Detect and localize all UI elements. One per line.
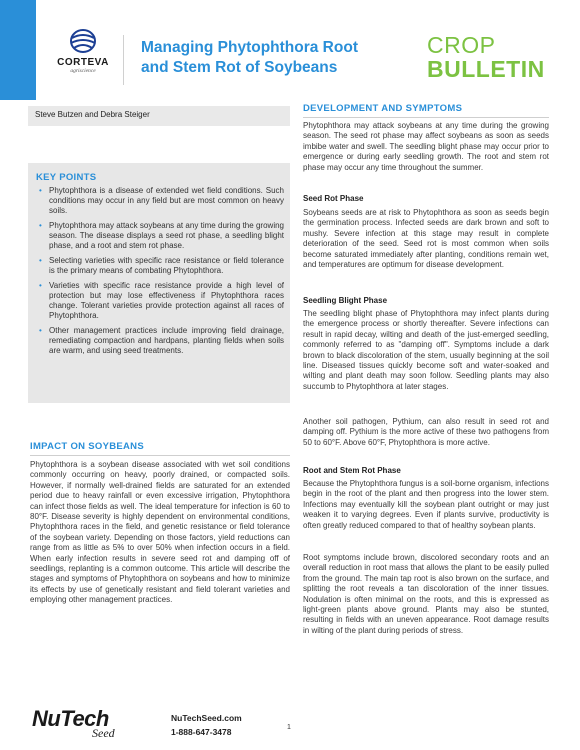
page-number: 1 [287,724,291,731]
key-point-item [38,221,284,251]
nutech-seed-wordmark: Seed [92,726,115,740]
bullet-icon: • [39,326,42,335]
key-point-item [38,326,284,356]
key-point-text: Other management practices include improving field drainage, remediating compaction and hardpans, planting fields when soils are warm, and using seed treatments. [49,326,284,355]
bullet-icon: • [39,186,42,195]
title-line-2: and Stem Rot of Soybeans [141,59,338,76]
key-point-item [38,256,284,276]
bullet-icon: • [39,281,42,290]
document-title [141,38,401,78]
key-point-text: Phytophthora is a disease of extended wet field conditions. Such conditions may occur in any field but are most common on heavy soils. [49,186,284,215]
seedling-blight-body: The seedling blight phase of Phytophthora may infect plants during the emergence process or shortly thereafter. Severe infections can result in rapid decay, wilting and death of the just-emerged seedling, commonly referred to as "damping off". Symptoms include a dark brown to black discoloration of the stem, usually beginning at the soil line. Diseased tissues quickly become soft and water-soaked and wilting and plant death may soon follow. Seedling plants may also succumb to Phytophthora at later stages. [303,309,549,391]
nutech-logo [32,706,115,740]
header-accent-bar [0,0,36,100]
authors: Steve Butzen and Debra Steiger [35,110,150,119]
footer-website[interactable]: NuTechSeed.com [171,713,242,723]
bullet-icon: • [39,221,42,230]
pythium-body: Another soil pathogen, Pythium, can also result in seed rot and damping off. Pythium is the more active of these two pathogens from 50 to 60°F. Above 60°F, Phytophthora is more active. [303,417,549,447]
development-intro: Phytophthora may attack soybeans at any time during the growing season. The seed rot phase may affect soybeans as soon as seeds imbibe water and swell. The seedling blight phase may occur prior to emergence or during early seedling growth. The root and stem rot phase may occur any time throughout the summer. [303,121,549,172]
root-symptoms-body: Root symptoms include brown, discolored secondary roots and an overall reduction in root mass that allows the plant to be easily pulled from the ground. The main tap root is also brown on the surface, and splitting the root reveals a tan discoloration of the inner tissues. Nodulation is often minimal on the roots, and this is expressed as light-green plants above ground. Plants may also be stunted, resulting in fields with an uneven appearance. Root damage results in wilting of the plant during periods of stress. [303,553,549,635]
impact-heading: IMPACT ON SOYBEANS [30,441,144,452]
key-point-text: Selecting varieties with specific race resistance or field tolerance is the primary means of combating Phytophthora. [49,256,284,275]
development-heading: DEVELOPMENT AND SYMPTOMS [303,103,463,114]
key-point-text: Varieties with specific race resistance provide a high level of protection but may lose effectiveness if Phytophthora races change. Tolerant varieties provide protection against all races of Phytophthora. [49,281,284,320]
key-points-list [38,186,284,361]
key-point-item [38,281,284,321]
seedling-blight-heading: Seedling Blight Phase [303,296,388,305]
key-point-text: Phytophthora may attack soybeans at any time during the growing season. The disease displays a seed rot phase, a seedling blight phase, and a root and stem rot phase. [49,221,284,250]
impact-rule [30,455,290,456]
footer-phone: 1-888-647-3478 [171,727,232,737]
corteva-wordmark: CORTEVA [57,57,109,68]
root-stem-body: Because the Phytophthora fungus is a soil-borne organism, infections begin in the root of the plant and then progress into the lower stem. Infections may eventually kill the soybean plant outright or may just weaken it to varying degrees. Even if plants survive, productivity is often greatly reduced compared to that of healthy soybean plants. [303,479,549,530]
development-rule [303,117,549,118]
corteva-globe-icon [68,28,98,54]
bullet-icon: • [39,256,42,265]
title-line-1: Managing Phytophthora Root [141,39,358,56]
nutech-wordmark: NuTech [32,706,109,731]
key-points-title: KEY POINTS [36,172,97,183]
bulletin-label: BULLETIN [427,56,545,82]
impact-body: Phytophthora is a soybean disease associated with wet soil conditions commonly occurring on heavy, poorly drained, or compacted soils. However, if normally well-drained fields are saturated for an extended period due to heavy rainfall or even excessive irrigation, Phytophthora can infect those fields as well. The ideal temperature for infection is 60 to 80°F. Disease severity is highly dependent on environmental conditions, Phytophthora races in the field, and genetic resistance or field tolerance of the soybean variety. Depending on those factors, yield reductions can range from as little as 5% to over 50% when infection occurs in a field. When early infection results in severe seed rot and damping off of seedlings, replanting is a common outcome. This article will describe the stages and symptoms of Phytophthora on soybeans and how to minimize its effects by use of genetically resistant and field tolerant varieties and employing other management practices. [30,460,290,605]
seed-rot-heading: Seed Rot Phase [303,194,364,203]
corteva-tagline: agriscience [70,68,96,74]
root-stem-heading: Root and Stem Rot Phase [303,466,401,475]
header-divider [123,35,124,85]
crop-label: CROP [427,32,496,58]
seed-rot-body: Soybeans seeds are at risk to Phytophthora as soon as seeds begin the germination process. Infected seeds are dark brown and soft to mushy. Severe infection at this stage may result in complete deterioration of the seed. Seed rot is most common when soils become saturated immediately after planting, conditions remain wet, and temperatures are optimum for disease development. [303,208,549,270]
key-point-item [38,186,284,216]
corteva-logo [52,28,114,90]
